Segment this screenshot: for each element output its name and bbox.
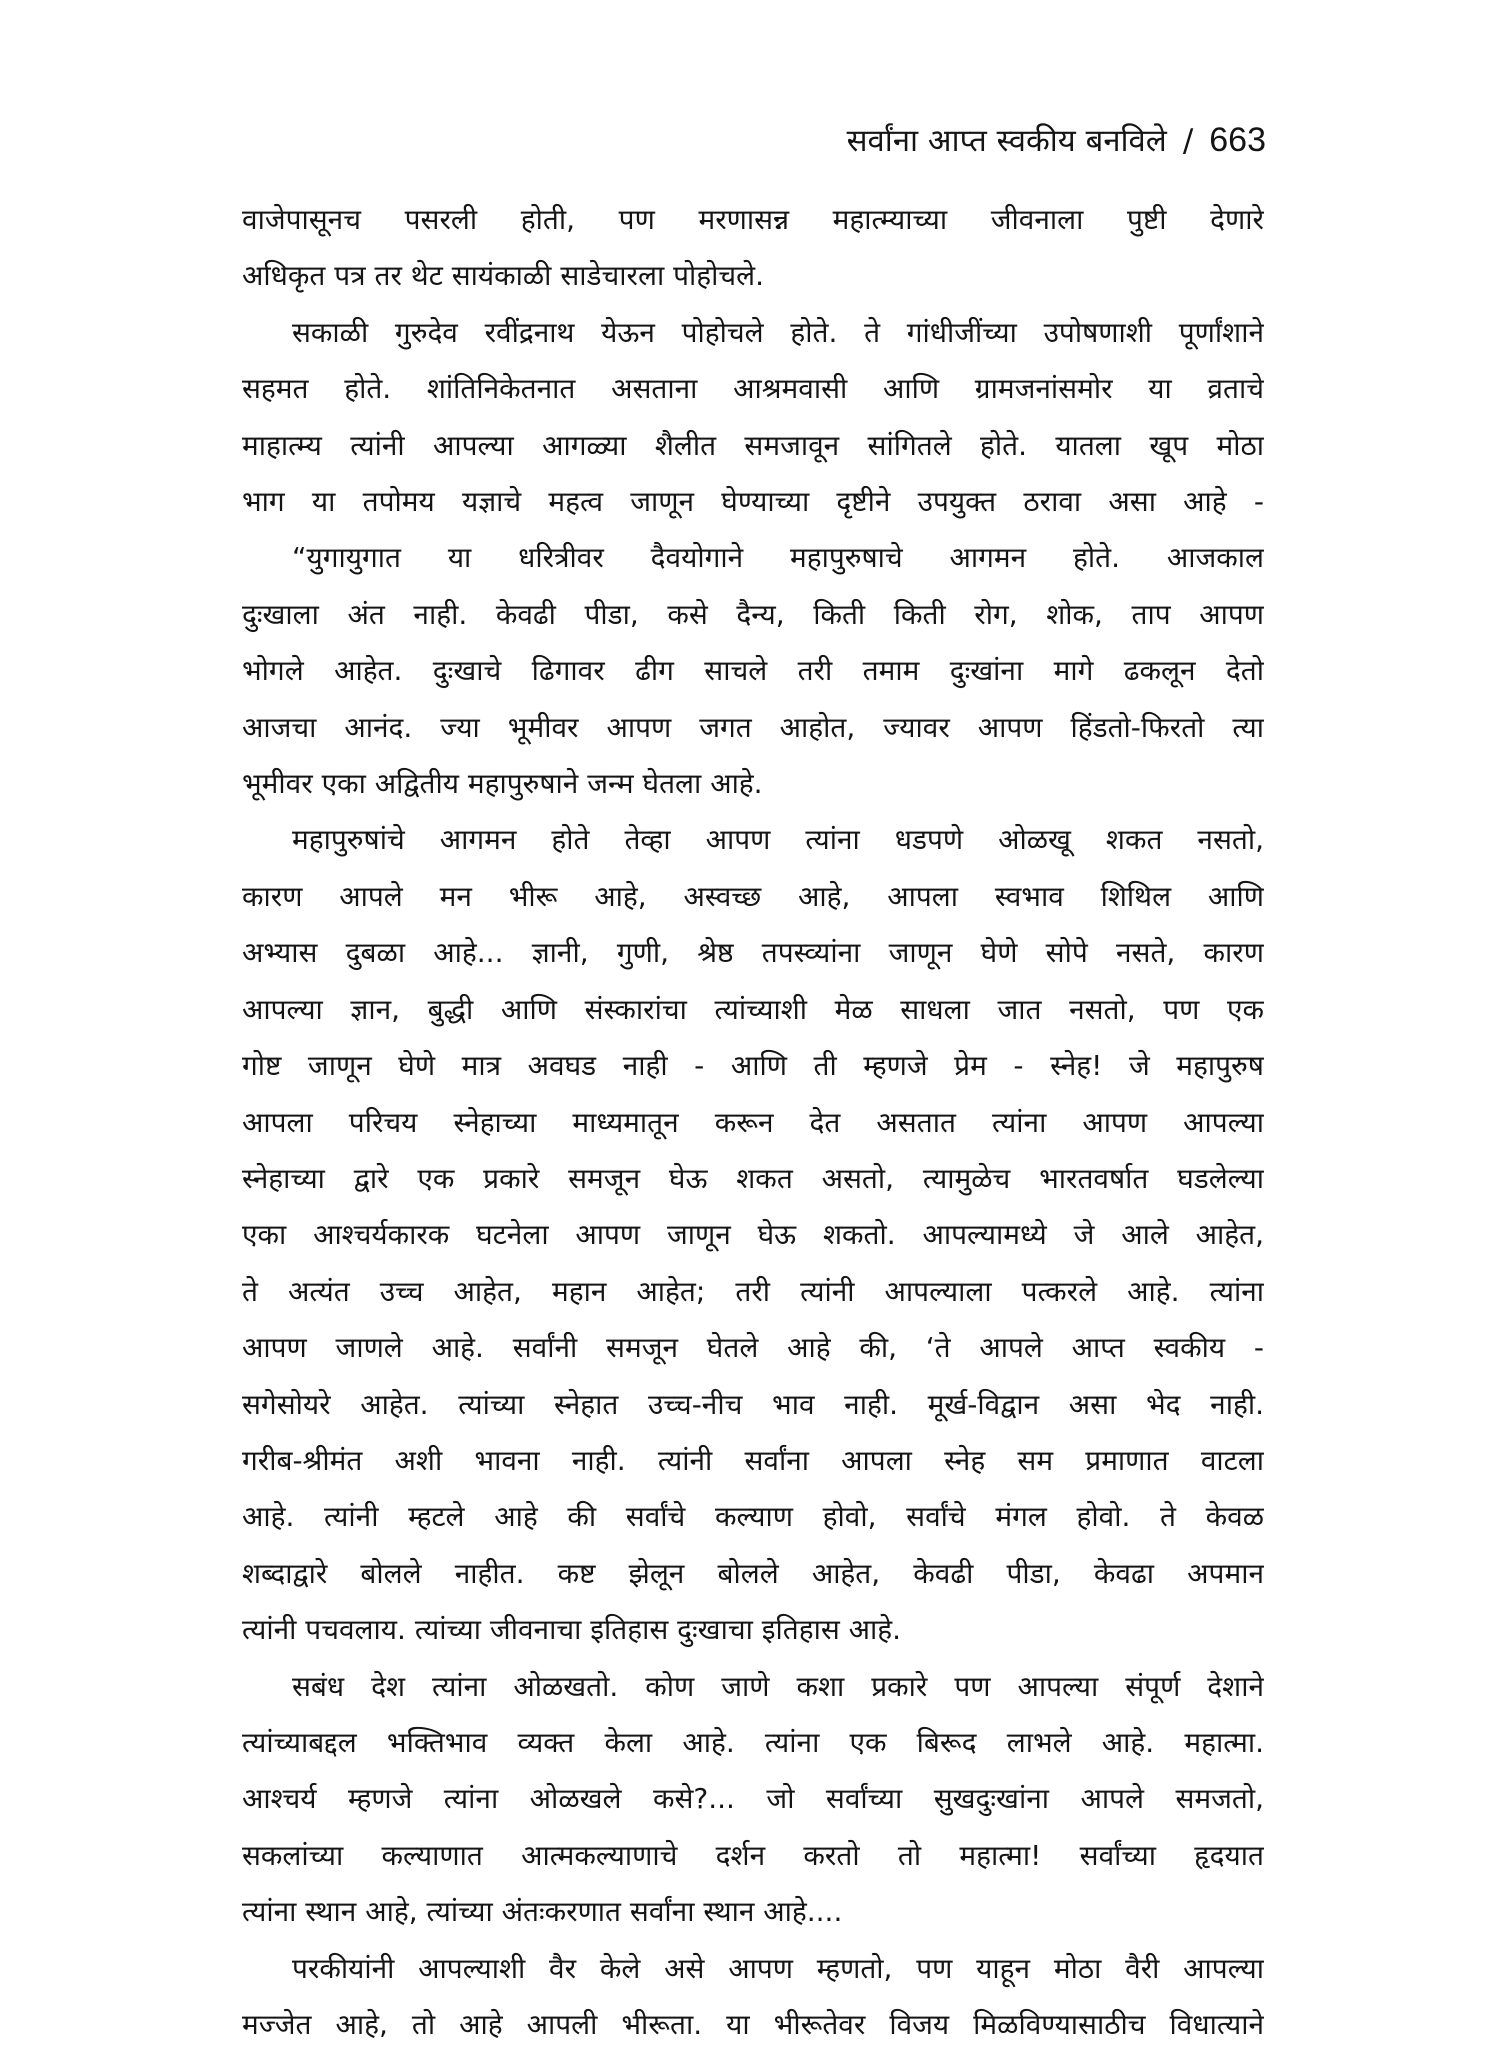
text-line: आपला परिचय स्नेहाच्या माध्यमातून करून देत असतात त्यांना आपण आपल्या xyxy=(242,1105,1264,1139)
page-header xyxy=(240,118,1266,163)
text-line: सहमत होते. शांतिनिकेतनात असताना आश्रमवासी आणि ग्रामजनांसमोर या व्रताचे xyxy=(242,372,1264,406)
text-line: “युगायुगात या धरित्रीवर दैवयोगाने महापुरुषाचे आगमन होते. आजकाल xyxy=(292,541,1264,575)
text-line: ते अत्यंत उच्च आहेत, महान आहेत; तरी त्यांनी आपल्याला पत्करले आहे. त्यांना xyxy=(242,1274,1264,1308)
text-line: गोष्ट जाणून घेणे मात्र अवघड नाही - आणि ती म्हणजे प्रेम - स्नेह! जे महापुरुष xyxy=(242,1049,1264,1083)
text-line: परकीयांनी आपल्याशी वैर केले असे आपण म्हणतो, पण याहून मोठा वैरी आपल्या xyxy=(292,1951,1264,1985)
text-line: मज्जेत आहे, तो आहे आपली भीरूता. या भीरूतेवर विजय मिळविण्यासाठीच विधात्याने xyxy=(242,2008,1264,2041)
text-line: आपण जाणले आहे. सर्वांनी समजून घेतले आहे की, ‘ते आपले आप्त स्वकीय - xyxy=(242,1331,1264,1365)
text-line: अभ्यास दुबळा आहे... ज्ञानी, गुणी, श्रेष्ठ तपस्व्यांना जाणून घेणे सोपे नसते, कारण xyxy=(242,936,1264,970)
text-line: आश्चर्य म्हणजे त्यांना ओळखले कसे?... जो सर्वांच्या सुखदुःखांना आपले समजतो, xyxy=(242,1782,1264,1816)
text-line: कारण आपले मन भीरू आहे, अस्वच्छ आहे, आपला स्वभाव शिथिल आणि xyxy=(242,879,1264,913)
page-number: 663 xyxy=(1209,121,1266,159)
text-line: स्नेहाच्या द्वारे एक प्रकारे समजून घेऊ शकत असतो, त्यामुळेच भारतवर्षात घडलेल्या xyxy=(242,1161,1264,1195)
text-line: सबंध देश त्यांना ओळखतो. कोण जाणे कशा प्रकारे पण आपल्या संपूर्ण देशाने xyxy=(292,1669,1264,1703)
page-body-text xyxy=(242,192,1264,2053)
text-line: माहात्म्य त्यांनी आपल्या आगळ्या शैलीत समजावून सांगितले होते. यातला खूप मोठा xyxy=(242,428,1264,462)
text-line: भोगले आहेत. दुःखाचे ढिगावर ढीग साचले तरी तमाम दुःखांना मागे ढकलून देतो xyxy=(242,654,1264,688)
text-line: शब्दाद्वारे बोलले नाहीत. कष्ट झेलून बोलले आहेत, केवढी पीडा, केवढा अपमान xyxy=(242,1556,1264,1590)
text-line: महापुरुषांचे आगमन होते तेव्हा आपण त्यांना धडपणे ओळखू शकत नसतो, xyxy=(292,823,1264,857)
text-line: आजचा आनंद. ज्या भूमीवर आपण जगत आहोत, ज्यावर आपण हिंडतो-फिरतो त्या xyxy=(242,710,1264,744)
running-title: सर्वांना आप्त स्वकीय बनविले xyxy=(846,123,1167,159)
text-line: सगेसोयरे आहेत. त्यांच्या स्नेहात उच्च-नीच भाव नाही. मूर्ख-विद्वान असा भेद नाही. xyxy=(242,1387,1264,1421)
text-line: अधिकृत पत्र तर थेट सायंकाळी साडेचारला पोहोचले. xyxy=(242,259,765,293)
text-line: एका आश्चर्यकारक घटनेला आपण जाणून घेऊ शकतो. आपल्यामध्ये जे आले आहेत, xyxy=(242,1218,1264,1252)
text-line: गरीब-श्रीमंत अशी भावना नाही. त्यांनी सर्वांना आपला स्नेह सम प्रमाणात वाटला xyxy=(242,1443,1264,1477)
header-separator: / xyxy=(1182,123,1194,159)
text-line: सकाळी गुरुदेव रवींद्रनाथ येऊन पोहोचले होते. ते गांधीजींच्या उपोषणाशी पूर्णांशाने xyxy=(292,315,1264,349)
text-line: भूमीवर एका अद्वितीय महापुरुषाने जन्म घेतला आहे. xyxy=(242,767,763,801)
text-line: दुःखाला अंत नाही. केवढी पीडा, कसे दैन्य, किती किती रोग, शोक, ताप आपण xyxy=(242,597,1264,631)
text-line: आपल्या ज्ञान, बुद्धी आणि संस्कारांचा त्यांच्याशी मेळ साधला जात नसतो, पण एक xyxy=(242,992,1264,1026)
text-line: वाजेपासूनच पसरली होती, पण मरणासन्न महात्म्याच्या जीवनाला पुष्टी देणारे xyxy=(242,203,1264,236)
text-line: त्यांनी पचवलाय. त्यांच्या जीवनाचा इतिहास दुःखाचा इतिहास आहे. xyxy=(242,1613,902,1647)
text-line: आहे. त्यांनी म्हटले आहे की सर्वांचे कल्याण होवो, सर्वांचे मंगल होवो. ते केवळ xyxy=(242,1500,1264,1534)
text-line: त्यांना स्थान आहे, त्यांच्या अंतःकरणात सर्वांना स्थान आहे.... xyxy=(242,1895,843,1929)
text-line: सकलांच्या कल्याणात आत्मकल्याणाचे दर्शन करतो तो महात्मा! सर्वांच्या हृदयात xyxy=(242,1838,1264,1872)
text-line: भाग या तपोमय यज्ञाचे महत्व जाणून घेण्याच्या दृष्टीने उपयुक्त ठरावा असा आहे - xyxy=(242,485,1264,519)
text-line: त्यांच्याबद्दल भक्तिभाव व्यक्त केला आहे. त्यांना एक बिरूद लाभले आहे. महात्मा. xyxy=(242,1725,1264,1759)
